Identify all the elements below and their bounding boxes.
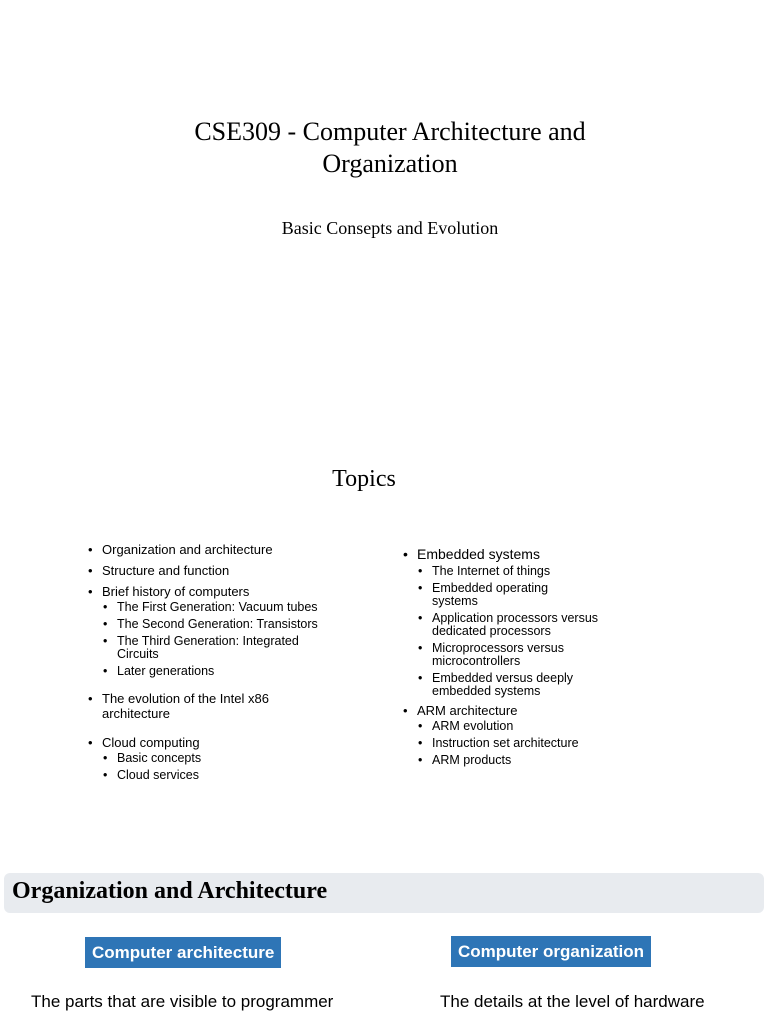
topic-subitem: • Basic concepts xyxy=(103,752,378,765)
topic-sublist xyxy=(418,720,703,767)
architecture-description: The parts that are visible to programmer xyxy=(31,992,334,1011)
topic-item: • The evolution of the Intel x86 architecture xyxy=(88,691,302,721)
topic-item-group xyxy=(403,546,703,698)
topic-item: • ARM architecture xyxy=(403,703,703,718)
topics-left-column xyxy=(88,542,378,782)
topic-sublist xyxy=(103,601,378,678)
topic-subitem: • Instruction set architecture xyxy=(418,737,703,750)
topic-item: • Brief history of computers xyxy=(88,584,378,599)
slide-title-line-1: CSE309 - Computer Architecture and xyxy=(194,117,586,146)
topic-item-group xyxy=(88,584,378,678)
topic-item-group xyxy=(403,703,703,767)
topic-subitem: • Cloud services xyxy=(103,769,378,782)
title-slide xyxy=(0,0,768,420)
topic-subitem: • Embedded operating systems xyxy=(418,582,592,608)
topic-subitem: • Microprocessors versus microcontrollers xyxy=(418,642,592,668)
organization-description: The details at the level of hardware xyxy=(440,992,705,1011)
topic-subitem: • The First Generation: Vacuum tubes xyxy=(103,601,378,614)
topic-subitem: • The Internet of things xyxy=(418,565,703,578)
topic-item: • Embedded systems xyxy=(403,546,703,563)
topics-title: Topics xyxy=(332,466,396,492)
computer-architecture-label: Computer architecture xyxy=(85,937,281,968)
topic-subitem: • Embedded versus deeply embedded systems xyxy=(418,672,602,698)
topics-right-column xyxy=(403,546,703,767)
topic-subitem: • The Third Generation: Integrated Circuits xyxy=(103,635,327,661)
topic-sublist xyxy=(418,565,703,698)
topic-sublist xyxy=(103,752,378,782)
organization-architecture-slide xyxy=(0,860,768,1024)
slide-title-line-2: Organization xyxy=(322,149,458,178)
slide-subtitle: Basic Consepts and Evolution xyxy=(281,218,499,238)
topic-item: • Structure and function xyxy=(88,563,378,578)
slide-heading: Organization and Architecture xyxy=(12,878,328,904)
topics-slide xyxy=(0,420,768,860)
slide-title xyxy=(0,116,768,180)
computer-organization-label: Computer organization xyxy=(451,936,651,967)
topic-subitem: • The Second Generation: Transistors xyxy=(103,618,378,631)
topic-item-group xyxy=(88,735,378,782)
topic-subitem: • Later generations xyxy=(103,665,378,678)
topic-item: • Organization and architecture xyxy=(88,542,378,557)
topic-subitem: • ARM products xyxy=(418,754,703,767)
topic-item: • Cloud computing xyxy=(88,735,378,750)
topic-subitem: • ARM evolution xyxy=(418,720,703,733)
topic-subitem: • Application processors versus dedicated processors xyxy=(418,612,632,638)
